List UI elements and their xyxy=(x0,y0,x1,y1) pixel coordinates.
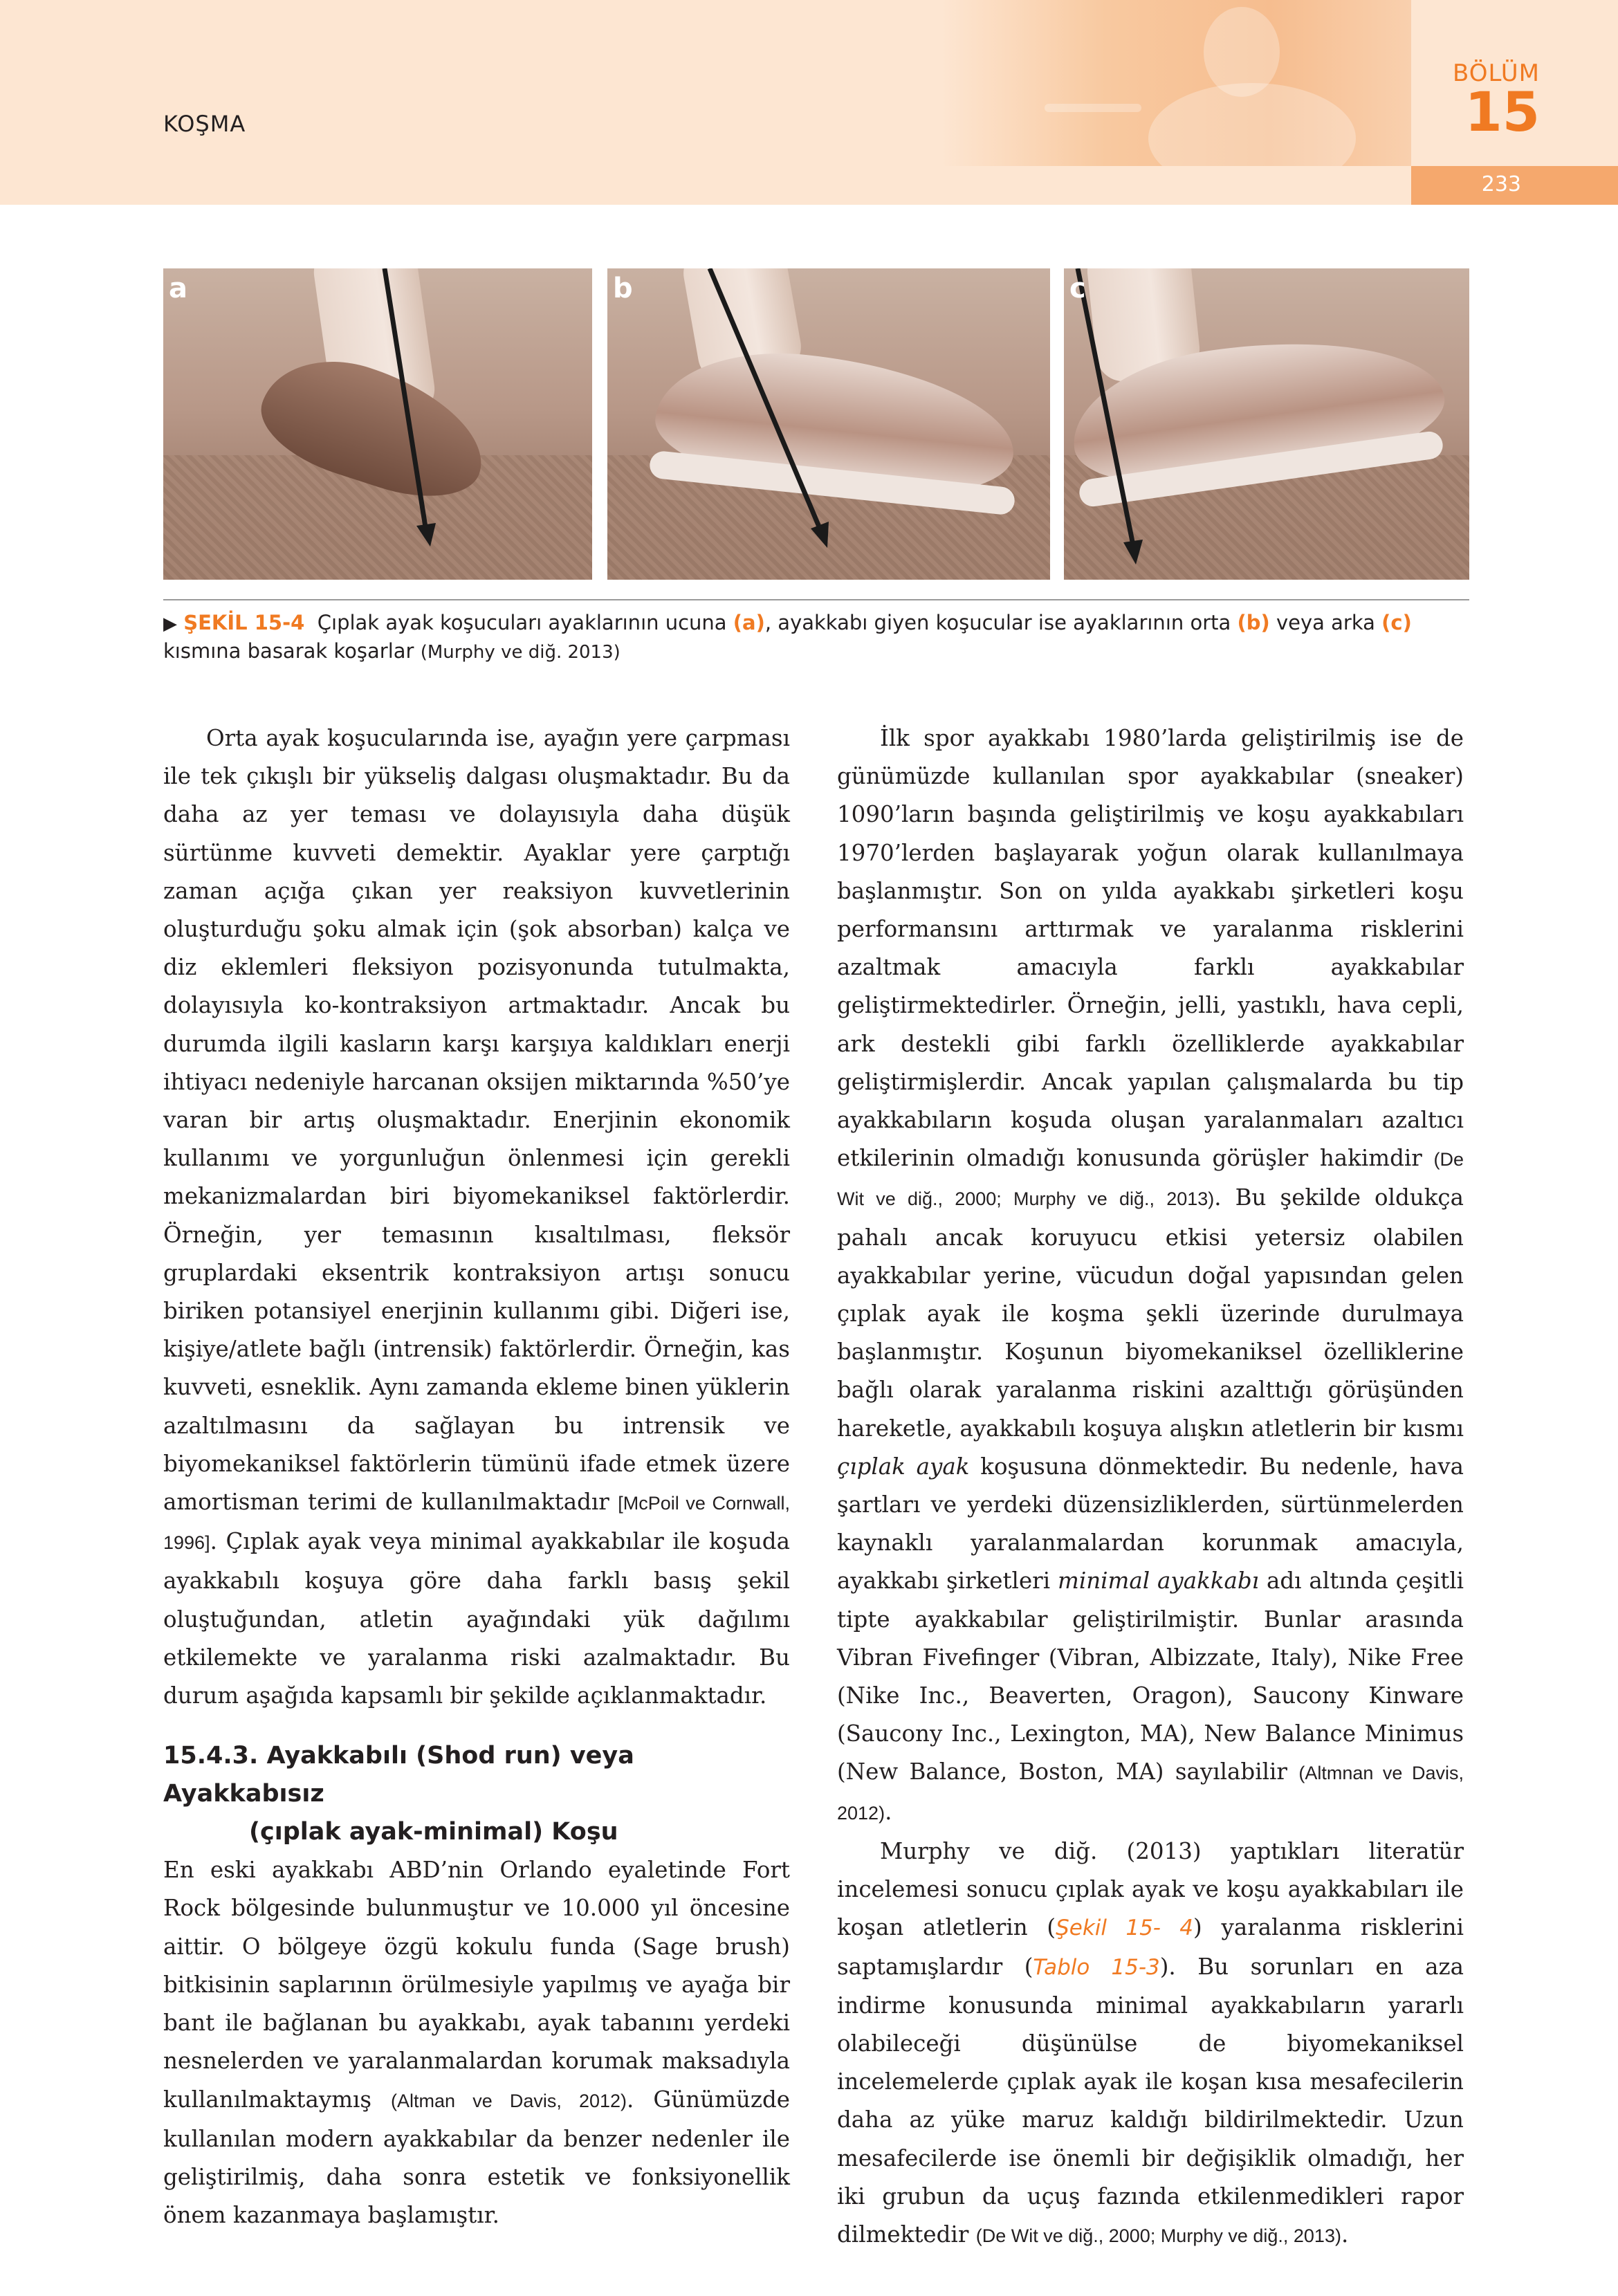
caption-text: , ayakkabı giyen koşucular ise ayaklarının orta xyxy=(764,611,1238,634)
citation: (De Wit ve diğ., 2000; Murphy ve diğ., 2013) xyxy=(975,2225,1341,2246)
caption-text: Çıplak ayak koşucuları ayaklarının ucuna xyxy=(317,611,733,634)
paragraph xyxy=(837,1833,1464,2255)
chapter-label: BÖLÜM xyxy=(1453,59,1540,87)
paragraph xyxy=(163,1851,790,2234)
caption-highlight-a: (a) xyxy=(733,611,765,634)
paragraph-text: adı altında çeşitli tipte ayakkabılar geliştirilmiştir. Bunlar arasında Vibran Fivefinger (Vibran, Albizzate, Italy), Nike Free (Nike Inc., Beaverten, Oragon), Saucony Kinware (Saucony Inc., Lexington, MA), New Balance Minimus (New Balance, Boston, MA) sayılabilir xyxy=(837,1568,1464,1785)
running-title: KOŞMA xyxy=(163,111,246,137)
force-arrow-icon xyxy=(1064,268,1469,580)
panel-letter: c xyxy=(1069,273,1086,304)
chapter-number: 15 xyxy=(1464,82,1540,144)
panel-letter: b xyxy=(613,273,633,304)
force-arrow-icon xyxy=(607,268,1050,580)
header-decorative-image xyxy=(941,0,1411,166)
citation: [McPoil ve Cornwall, 1996] xyxy=(163,1493,791,1554)
paragraph-text: . Günümüzde kullanılan modern ayakkabılar da benzer nedenler ile geliştirilmiş, daha sonra estetik ve fonksiyonellik önem kazanmaya başlamıştır. xyxy=(163,2086,790,2229)
figure-label: ŞEKİL 15-4 xyxy=(183,611,305,634)
force-arrow-icon xyxy=(163,268,592,580)
paragraph-text: . xyxy=(885,1798,892,1825)
citation: (Altmnan ve Davis, 2012) xyxy=(837,1763,1464,1824)
paragraph-text: Orta ayak koşucularında ise, ayağın yere çarpması ile tek çıkışlı bir yükseliş dalgası oluşmaktadır. Bu da daha az yer teması ve dolayısıyla daha düşük sürtünme kuvveti demektir. Ayaklar yere çarptığı zaman açığa çıkan yer reaksiyon kuvvetlerinin oluşturduğu şoku almak için (şok absorban) kalça ve diz eklemleri fleksiyon pozisyonunda tutulmakta, dolayısıyla ko-kontraksiyon artmaktadır. Ancak bu durumda ilgili kasların karşı karşıya kaldıkları enerji ihtiyacı nedeniyle harcanan oksijen miktarında %50’ye varan bir artış oluşmaktadır. Enerjinin ekonomik kullanımı ve yorgunluğun önlenmesi için gerekli mekanizmalardan biri biyomekaniksel faktörlerdir. Örneğin, yer temasının kısaltılması, fleksör gruplardaki eksentrik kontraksiyon artışı sonucu biriken potansiyel enerjinin kullanımı gibi. Diğeri ise, kişiye/atlete bağlı (intrensik) faktörlerdir. Örneğin, kas kuvveti, esneklik. Aynı zamanda ekleme binen yüklerin azaltılmasını da sağlayan bu intrensik ve biyomekaniksel faktörlerin tümünü ifade etmek üzere amortisman terimi de kullanılmaktadır xyxy=(163,725,790,1516)
figure-divider xyxy=(163,599,1469,600)
citation: (Altman ve Davis, 2012) xyxy=(391,2090,627,2111)
caption-triangle-icon: ▶ xyxy=(163,614,177,634)
emphasis-text: çıplak ayak xyxy=(837,1453,970,1480)
section-heading-line: 15.4.3. Ayakkabılı (Shod run) veya Ayakkabısız xyxy=(163,1742,634,1808)
paragraph-text: İlk spor ayakkabı 1980’larda geliştirilmiş ise de günümüzde kullanılan spor ayakkabılar (sneaker) 1090’ların başında geliştirilmiş ve koşu ayakkabıları 1970’lerden başlayarak yoğun olarak kullanılmaya başlanmıştır. Son on yılda ayakkabı şirketleri koşu performansını arttırmak ve yaralanma risklerini azaltmak amacıyla farklı ayakkabılar geliştirmektedirler. Örneğin, jelli, yastıklı, hava cepli, ark destekli gibi farklı özelliklerde ayakkabılar geliştirmişlerdir. Ancak yapılan çalışmalarda bu tip ayakkabıların koşuda oluşan yaralanmaları azaltıcı etkilerinin olmadığı konusunda görüşler hakimdir xyxy=(837,725,1464,1172)
paragraph-text: . Çıplak ayak veya minimal ayakkabılar ile koşuda ayakkabılı koşuya göre daha farklı basış şekil oluştuğundan, atletin ayağındaki yük dağılımı etkilemekte ve yaralanma riski azalmaktadır. Bu durum aşağıda kapsamlı bir şekilde açıklanmaktadır. xyxy=(163,1528,790,1709)
table-reference-link[interactable]: Tablo 15-3 xyxy=(1033,1954,1160,1980)
figure-panel-a xyxy=(163,268,592,580)
figure-15-4 xyxy=(163,268,1469,580)
caption-text: veya arka xyxy=(1269,611,1382,634)
figure-caption xyxy=(163,609,1469,665)
paragraph-text: Murphy ve diğ. (2013) yaptıkları literatür incelemesi sonucu çıplak ayak ve koşu ayakkabıları ile koşan atletlerin ( xyxy=(837,1837,1464,1941)
section-heading-line: (çıplak ayak-minimal) Koşu xyxy=(249,1818,618,1846)
paragraph xyxy=(163,719,790,1715)
caption-text: kısmına basarak koşarlar xyxy=(163,639,421,663)
caption-highlight-b: (b) xyxy=(1237,611,1270,634)
right-column xyxy=(837,719,1464,2255)
figure-reference-link[interactable]: Şekil 15- 4 xyxy=(1056,1916,1194,1941)
paragraph-text: ). Bu sorunları en aza indirme konusunda minimal ayakkabıların yararlı olabileceği düşünülse de biyomekaniksel incelemelerde çıplak ayak ile koşan kısa mesafecilerin daha az yüke maruz kaldığı bildirilmektedir. Uzun mesafecilerde ise önemli bir değişiklik olmadığı, her iki grubun da uçuş fazında etkilenmedikleri rapor dilmektedir xyxy=(837,1953,1464,2248)
page-number: 233 xyxy=(1481,172,1521,196)
emphasis-text: minimal ayakkabı xyxy=(1058,1568,1260,1595)
figure-panel-b xyxy=(607,268,1050,580)
paragraph-text: . xyxy=(1341,2221,1349,2248)
paragraph-text: ) yaralanma risklerini saptamışlardır ( xyxy=(837,1914,1464,1980)
paragraph-text: En eski ayakkabı ABD’nin Orlando eyaletinde Fort Rock bölgesinde bulunmuştur ve 10.000 yıl öncesine aittir. O bölgeye özgü kokulu funda (Sage brush) bitkisinin saplarının örülmesiyle yapılmış ve ayağa bir bant ile bağlanan bu ayakkabı, ayak tabanını yerdeki nesnelerden ve yaralanmalardan korumak maksadıyla kullanılmaktaymış xyxy=(163,1857,790,2113)
figure-panel-c xyxy=(1064,268,1469,580)
citation: (De Wit ve diğ., 2000; Murphy ve diğ., 2013) xyxy=(837,1149,1464,1210)
caption-highlight-c: (c) xyxy=(1381,611,1412,634)
paragraph-text: koşusuna dönmektedir. Bu nedenle, hava şartları ve yerdeki düzensizliklerden, sürtünmelerden kaynaklı yaralanmalardan korunmak amacıyla, ayakkabı şirketleri xyxy=(837,1453,1464,1595)
panel-letter: a xyxy=(169,273,187,304)
paragraph-text: . Bu şekilde oldukça pahalı ancak koruyucu etkisi yetersiz olabilen ayakkabılar yerine, vücudun doğal yapısından gelen çıplak ayak ile koşma şekli üzerinde durulmaya başlanmıştır. Koşunun biyomekaniksel özelliklerine bağlı olarak yaralanma riskini azalttığı görüşünden hareketle, ayakkabılı koşuya alışkın atletlerin bir kısmı xyxy=(837,1184,1464,1442)
section-heading xyxy=(163,1737,790,1851)
caption-reference: (Murphy ve diğ. 2013) xyxy=(420,642,620,663)
left-column xyxy=(163,719,790,2234)
paragraph xyxy=(837,719,1464,1833)
